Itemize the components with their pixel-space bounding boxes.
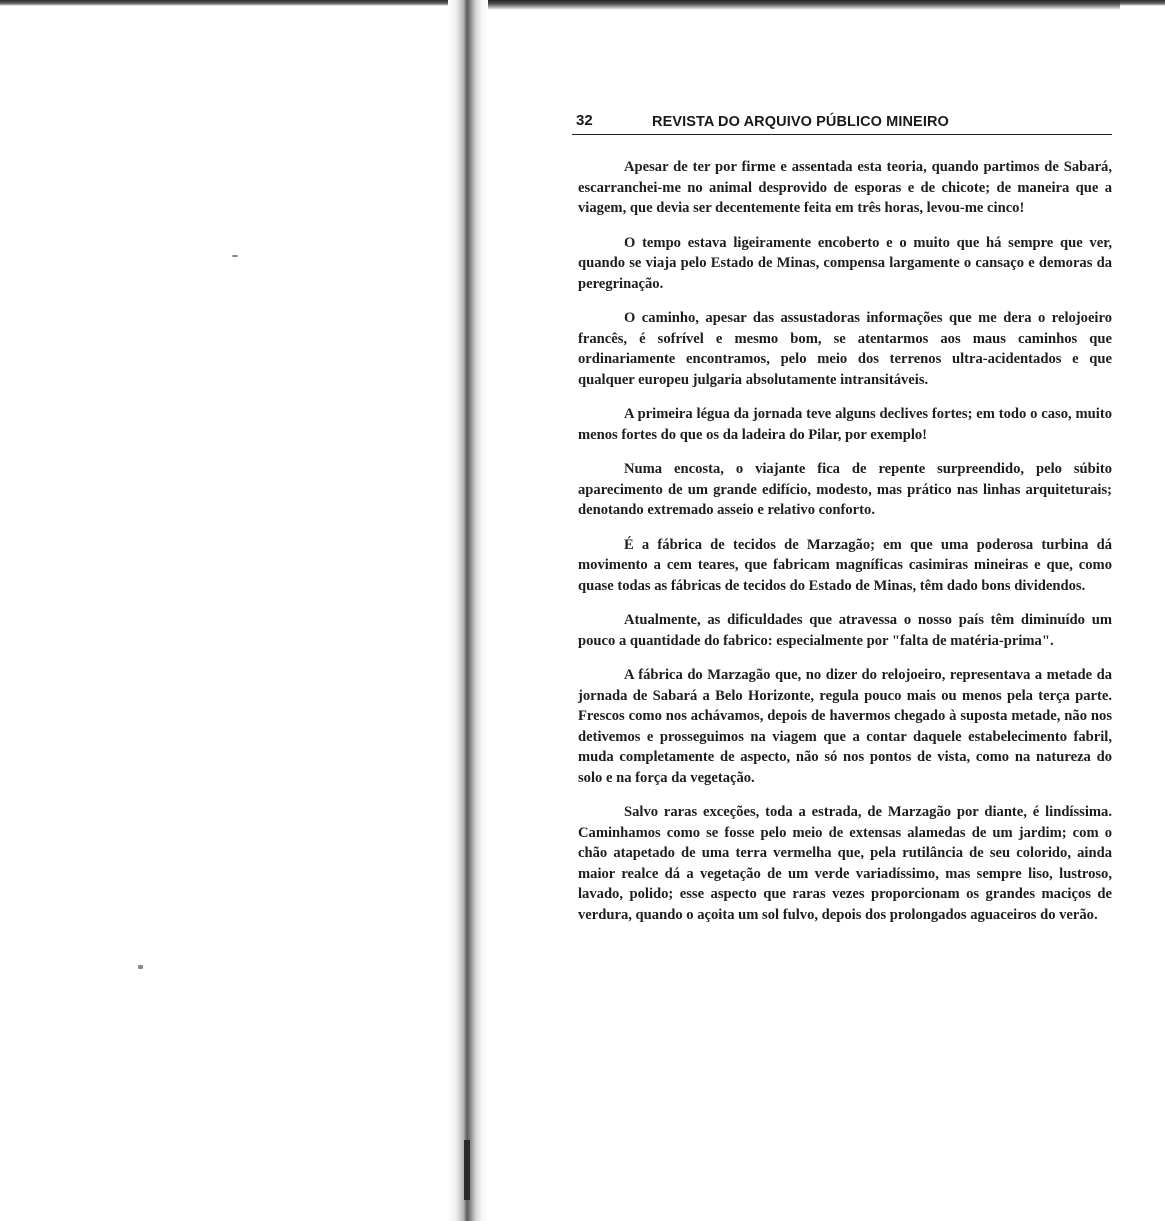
- page-header: [572, 100, 1112, 135]
- scan-edge-top-right: [480, 0, 1120, 10]
- paragraph: O caminho, apesar das assustadoras informações que me dera o relojoeiro francês, é sofrível e mesmo bom, se atentarmos aos maus caminhos que ordinariamente encontramos, pelo meio dos terrenos ultra-acidentados e que qualquer europeu julgaria absolutamente intransitáveis.: [578, 310, 1112, 388]
- scan-speck: [138, 965, 143, 969]
- paragraph: A fábrica do Marzagão que, no dizer do relojoeiro, representava a metade da jornada de Sabará a Belo Horizonte, regula pouco mais ou menos pela terça parte. Frescos como nos achávamos, depois de havermos chegado à suposta metade, não nos detivemos e prosseguimos na viagem que a contar daquele estabelecimento fabril, muda completamente de aspecto, não só nos pontos de vista, como na natureza do solo e na força da vegetação.: [578, 667, 1112, 786]
- book-page: [572, 100, 1112, 939]
- book-gutter-shadow: [448, 0, 488, 1221]
- paragraph: O tempo estava ligeiramente encoberto e o muito que há sempre que ver, quando se viaja pelo Estado de Minas, compensa largamente o cansaço e demoras da peregrinação.: [578, 234, 1112, 292]
- paragraph: É a fábrica de tecidos de Marzagão; em que uma poderosa turbina dá movimento a cem teares, que fabricam magníficas casimiras mineiras e que, como quase todas as fábricas de tecidos do Estado de Minas, têm dado bons dividendos.: [578, 536, 1112, 594]
- paragraph: Apesar de ter por firme e assentada esta teoria, quando partimos de Sabará, escarranchei-me no animal desprovido de esporas e de chicote; de maneira que a viagem, que devia ser decentemente feita em três horas, levou-me cinco!: [578, 159, 1112, 216]
- page-number: 32: [576, 112, 593, 129]
- paragraph: Atualmente, as dificuldades que atravessa o nosso país têm diminuído um pouco a quantidade do fabrico: especialmente por "falta de matéria-prima".: [578, 612, 1112, 649]
- body-text: [572, 135, 1112, 925]
- scan-speck: [232, 255, 238, 257]
- paragraph: Numa encosta, o viajante fica de repente surpreendido, pelo súbito aparecimento de um grande edifício, modesto, mas prático nas linhas arquiteturais; denotando extremado asseio e relativo conforto.: [578, 461, 1112, 518]
- running-title: REVISTA DO ARQUIVO PÚBLICO MINEIRO: [652, 114, 949, 130]
- paragraph: Salvo raras exceções, toda a estrada, de Marzagão por diante, é lindíssima. Caminhamos como se fosse pelo meio de extensas alamedas de um jardim; com o chão atapetado de uma terra vermelha que, pela rutilância de seu colorido, ainda maior realce dá a vegetação de um verde variadíssimo, mas sempre liso, lustroso, lavado, polido; esse aspecto que raras vezes proporcionam os grandes maciços de verdura, quando o açoita um sol fulvo, depois dos prolongados aguaceiros do verão.: [578, 804, 1112, 923]
- paragraph: A primeira légua da jornada teve alguns declives fortes; em todo o caso, muito menos fortes do que os da ladeira do Pilar, por exemplo!: [578, 406, 1112, 443]
- book-gutter-dark-mark: [464, 1140, 470, 1200]
